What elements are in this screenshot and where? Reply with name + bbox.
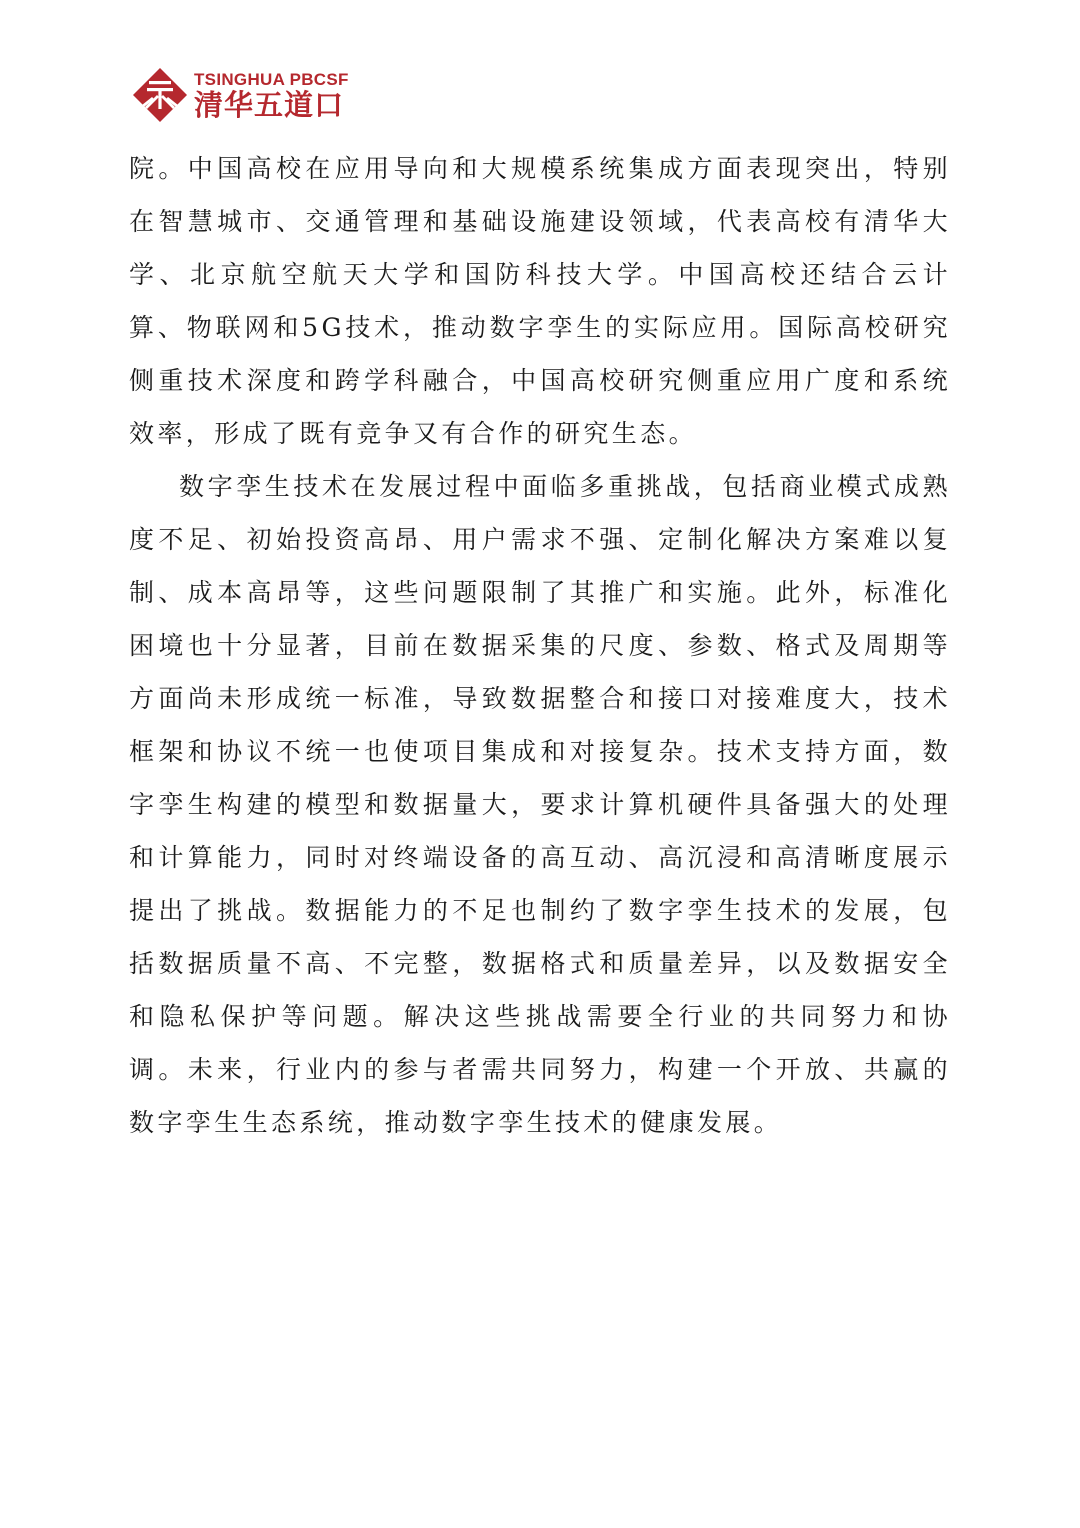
paragraph-challenges: 数字孪生技术在发展过程中面临多重挑战，包括商业模式成熟度不足、初始投资高昂、用户需求不强、定制化解决方案难以复制、成本高昂等，这些问题限制了其推广和实施。此外，标准化困境也十分显著，目前在数据采集的尺度、参数、格式及周期等方面尚未形成统一标准，导致数据整合和接口对接难度大，技术框架和协议不统一也使项目集成和对接复杂。技术支持方面，数字孪生构建的模型和数据量大，要求计算机硬件具备强大的处理和计算能力，同时对终端设备的高互动、高沉浸和高清晰度展示提出了挑战。数据能力的不足也制约了数字孪生技术的发展，包括数据质量不高、不完整，数据格式和质量差异，以及数据安全和隐私保护等问题。解决这些挑战需要全行业的共同努力和协调。未来，行业内的参与者需共同努力，构建一个开放、共赢的数字孪生生态系统，推动数字孪生技术的健康发展。 (129, 472, 951, 1137)
logo-chinese-name: 清华五道口 (194, 87, 345, 122)
logo-wordmark (194, 71, 349, 120)
logo-english-name: TSINGHUA PBCSF (194, 69, 349, 89)
paragraph-continued: 院。中国高校在应用导向和大规模系统集成方面表现突出，特别在智慧城市、交通管理和基础设施建设领域，代表高校有清华大学、北京航空航天大学和国防科技大学。中国高校还结合云计算、物联网和5G技术，推动数字孪生的实际应用。国际高校研究侧重技术深度和跨学科融合，中国高校研究侧重应用广度和系统效率，形成了既有竞争又有合作的研究生态。 (129, 154, 951, 448)
document-body (129, 142, 951, 1149)
tsinghua-pbcsf-logo-icon (132, 67, 188, 123)
page-header (132, 66, 349, 124)
